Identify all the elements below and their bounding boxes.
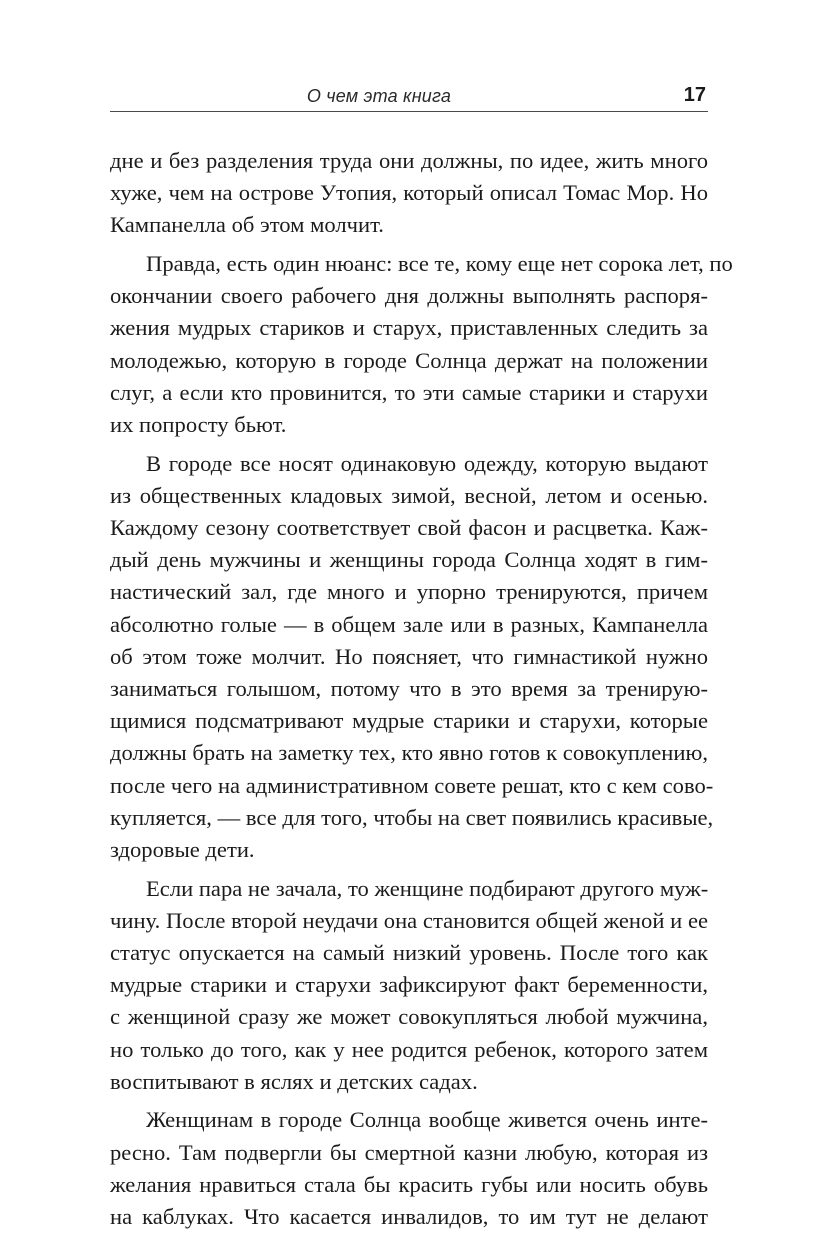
text-line: после чего на административном совете решат, кто с кем сово-: [110, 772, 714, 798]
text-line: с женщиной сразу же может совокупляться любой мужчина,: [110, 1004, 708, 1030]
text-line: купляется, — все для того, чтобы на свет появились красивые,: [110, 804, 714, 830]
paragraph: [110, 145, 708, 242]
text-line: Если пара не зачала, то женщине подбирают другого муж-: [146, 875, 709, 901]
paragraph: [110, 873, 708, 1098]
text-line: мудрые старики и старухи зафиксируют факт беременности,: [110, 972, 708, 998]
text-line: Правда, есть один нюанс: все те, кому еще нет сорока лет, по: [146, 251, 733, 276]
text-line: Каждому сезону соответствует свой фасон и расцветка. Каж-: [110, 515, 708, 541]
running-title: О чем эта книга: [306, 86, 452, 106]
text-line: слуг, а если кто провинится, то эти самые старики и старухи: [110, 379, 708, 405]
text-line: окончании своего рабочего дня должны выполнять распоря-: [110, 283, 708, 309]
text-line: из общественных кладовых зимой, весной, летом и осенью.: [110, 482, 708, 508]
header-rule: [110, 111, 708, 112]
paragraph: [110, 448, 714, 867]
text-line: молодежью, которую в городе Солнца держат на положении: [110, 347, 708, 373]
text-line: чину. После второй неудачи она становится общей женой и ее: [110, 907, 708, 933]
running-head: [110, 84, 708, 114]
text-line: об этом тоже молчит. Но поясняет, что гимнастикой нужно: [110, 643, 708, 669]
text-line: настический зал, где много и упорно тренируются, причем: [110, 579, 708, 605]
text-line: здоровые дети.: [110, 837, 255, 863]
text-line: Женщинам в городе Солнца вообще живется очень инте-: [146, 1107, 708, 1133]
text-line: ресно. Там подвергли бы смертной казни любую, которая из: [110, 1139, 708, 1165]
text-line: Кампанелла об этом молчит.: [110, 212, 384, 238]
text-line: должны брать на заметку тех, кто явно готов к совокуплению,: [110, 740, 708, 766]
paragraph: [110, 248, 733, 441]
text-line: статус опускается на самый низкий уровень. После того как: [110, 940, 708, 966]
text-line: заниматься голышом, потому что в это время за тренирую-: [110, 676, 708, 702]
text-line: но только до того, как у нее родится ребенок, которого затем: [110, 1036, 708, 1062]
page-number: 17: [683, 84, 706, 106]
text-line: хуже, чем на острове Утопия, который описал Томас Мор. Но: [110, 180, 708, 206]
text-line: дый день мужчины и женщины города Солнца ходят в гим-: [110, 547, 708, 573]
text-line: их попросту бьют.: [110, 412, 287, 438]
body-text: [110, 145, 733, 1240]
text-line: на каблуках. Что касается инвалидов, то им тут не делают: [110, 1204, 708, 1230]
text-line: щимися подсматривают мудрые старики и старухи, которые: [110, 708, 708, 734]
text-line: воспитывают в яслях и детских садах.: [110, 1068, 478, 1094]
text-line: В городе все носят одинаковую одежду, которую выдают: [146, 450, 708, 476]
text-line: абсолютно голые — в общем зале или в разных, Кампанелла: [110, 611, 708, 637]
text-line: дне и без разделения труда они должны, по идее, жить много: [110, 148, 708, 173]
text-line: жения мудрых стариков и старух, приставленных следить за: [110, 315, 708, 341]
text-line: желания нравиться стала бы красить губы или носить обувь: [110, 1171, 708, 1197]
paragraph: [110, 1104, 708, 1233]
